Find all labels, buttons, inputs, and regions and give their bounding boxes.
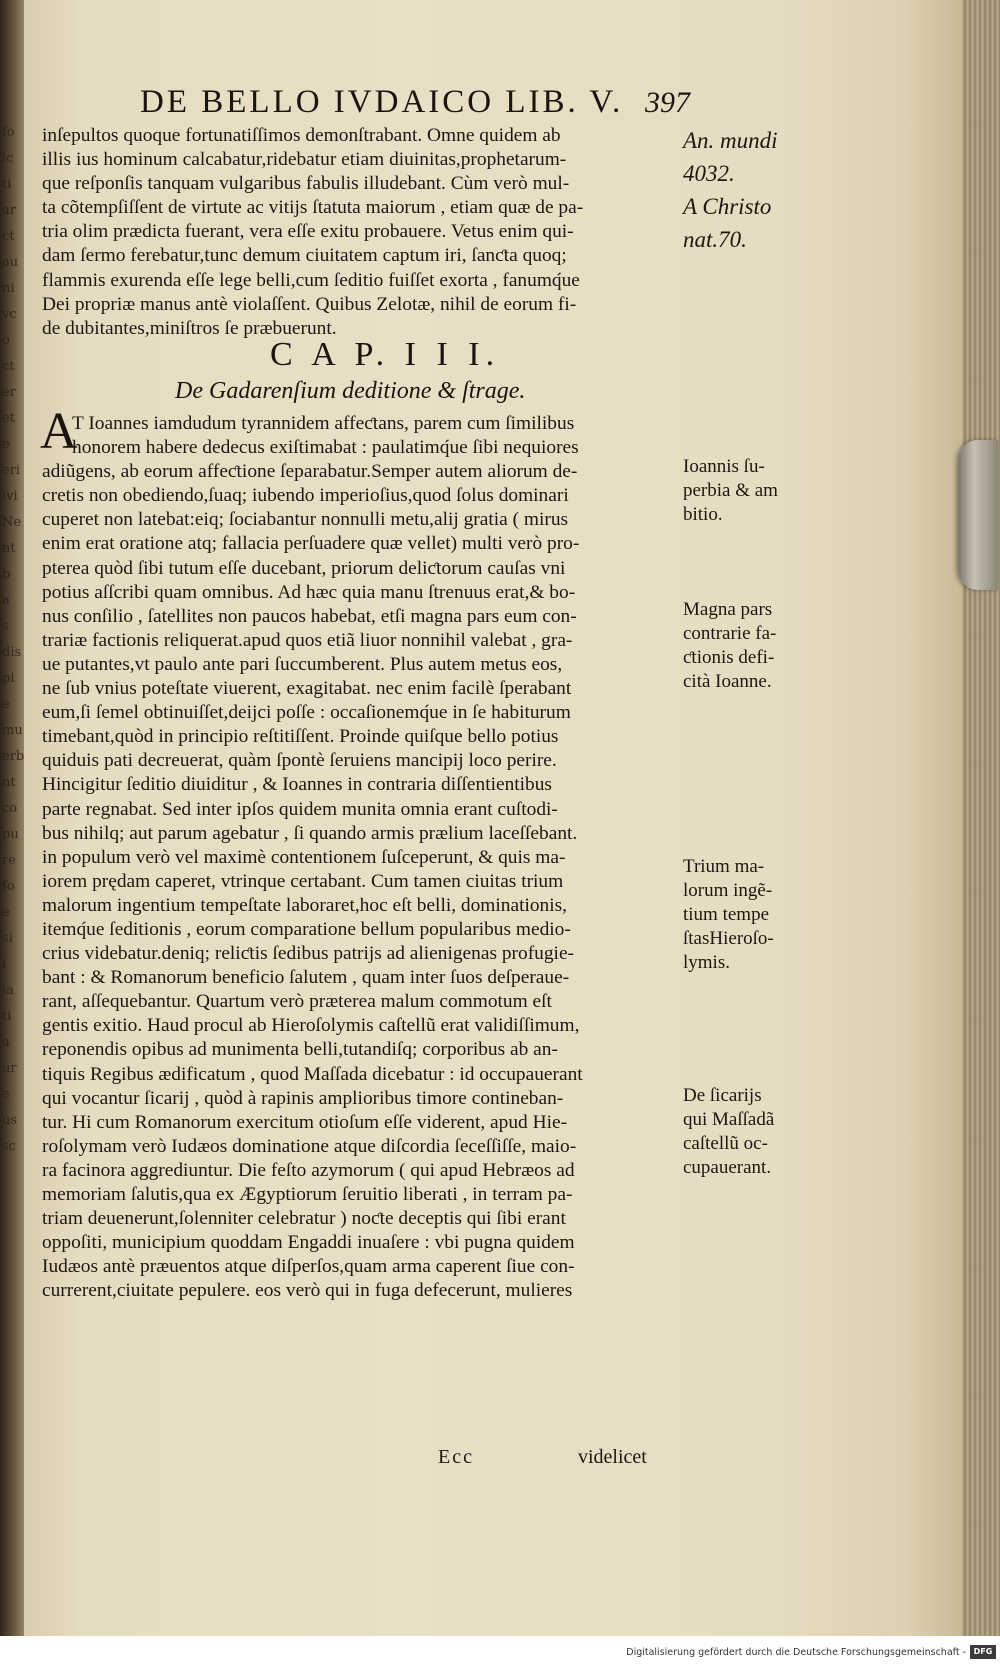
adjacent-page-fragment: e (2, 437, 10, 452)
margin-note-line: Magna pars (683, 599, 773, 620)
footer-bar (0, 1636, 1000, 1669)
catchline (40, 1446, 680, 1472)
adjacent-page-fragment: ti (2, 1009, 12, 1024)
margin-note-line: 4032. (683, 161, 735, 186)
text-line: bus nihilq; aut parum agebatur , ſi quando armis prælium laceſſebant. (42, 822, 578, 844)
text-line: quiduis pati decreuerat, quàm ſpontè ſeruiens mancipij loco perire. (42, 750, 557, 772)
adjacent-page-fragment: co (2, 801, 18, 816)
page-clamp (958, 440, 998, 590)
text-line: honorem habere dedecus exiſtimabat : paulatimq́ue ſibi nequiores (72, 437, 579, 459)
margin-note-sicarii (683, 1084, 793, 1180)
text-line: que reſponſis tanquam vulgaribus fabulis illudebant. Cùm verò mul- (42, 173, 570, 195)
text-line: timebant,quòd in principio reſtitiſſent. Proinde quiſque bello potius (42, 726, 559, 748)
adjacent-page-fragment: vc (2, 307, 17, 322)
text-line: cuperet non latebat:eiq; ſociabantur nonnulli metu,alij gratia ( mirus (42, 509, 569, 531)
adjacent-page-fragment: us (2, 1113, 18, 1128)
adjacent-page-fragment: Ne (2, 515, 22, 530)
text-line: dam ſermo ferebatur,tunc demum ciuitatem captum iri, ſanƈta quoq; (42, 245, 567, 267)
adjacent-page-fragment: eri (2, 463, 21, 478)
adjacent-page-fragment: re (2, 853, 16, 868)
adjacent-page-fragment: i (2, 957, 7, 972)
text-line: roſolymam verò Iudæos dominatione atque diſcordia ſeceſſiſſe, maio- (42, 1135, 577, 1157)
text-line: inſepultos quoque fortunatiſſimos demonſtrabant. Omne quidem ab (42, 125, 561, 146)
text-line: bant : & Romanorum beneficio ſalutem , quam inter ſuos deſperaue- (42, 967, 570, 989)
text-line: reponendis opibus ad munimenta belli,tutandiſq; corporibus ab an- (42, 1039, 558, 1061)
text-line: oppoſiti, municipium quoddam Engaddi inuaſere : vbi pugna quidem (42, 1232, 575, 1254)
margin-note-line: cità Ioanne. (683, 671, 772, 692)
text-line: potius aſſcribi quam omnibus. Ad hæc quia manu ſtrenuus erat,& bo- (42, 581, 576, 603)
adjacent-page-fragment: e (2, 905, 10, 920)
text-line: ra facinora aggrediuntur. Die feſto azymorum ( qui apud Hebræos ad (42, 1159, 575, 1181)
signature-mark: Ecc (438, 1446, 474, 1468)
margin-note-line: cupauerant. (683, 1157, 772, 1178)
text-line: currerent,ciuitate pepulere. eos verò qui in fuga defecerunt, mulieres (42, 1280, 573, 1302)
adjacent-page-fragment: dis (2, 645, 22, 660)
text-line: ue putantes,vt paulo ante pari ſuccumberent. Plus autem metus eos, (42, 653, 563, 675)
text-line: qui vocantur ſicarij , quòd à rapinis amplioribus timore contineban- (42, 1087, 564, 1109)
text-line: tur. Hi cum Romanorum exercitum otioſum eſſe viderent, apud Hie- (42, 1111, 568, 1133)
text-line: illis ius hominum calcabatur,ridebatur etiam diuinitas,prophetarum- (42, 149, 567, 171)
adjacent-page-fragment: fo (2, 125, 15, 140)
text-line: T Ioannes iamdudum tyrannidem affeƈtans, parem cum ſimilibus (72, 413, 575, 434)
page-stack-edge (962, 0, 1000, 1636)
text-line: enim erat oratione atq; fallacia perſuadere quæ vellet) multi verò pro- (42, 533, 580, 555)
adjacent-page-fragment: erb (2, 749, 25, 764)
adjacent-page-fragment: nt (2, 775, 16, 790)
adjacent-page-fragment: pi (2, 671, 15, 686)
text-line: cretis non obediendo,ſuaq; iubendo imperioſius,quod ſolus dominari (42, 485, 569, 507)
running-title: DE BELLO IVDAICO LIB. V. (140, 84, 624, 120)
adjacent-page-fragment: a (2, 1035, 10, 1050)
chapter-subtitle: De Gadarenſium deditione & ſtrage. (175, 378, 526, 404)
adjacent-page-fragment: a (2, 593, 10, 608)
adjacent-page-fragment: si (2, 931, 13, 946)
adjacent-page-fragment: nt (2, 541, 16, 556)
adjacent-page-fragment: sc (2, 1139, 16, 1154)
text-line: itemq́ue ſeditionis , eorum comparatione bellum popularibus medio- (42, 918, 571, 940)
adjacent-page-edge-text (2, 120, 25, 1154)
text-line: trariæ factionis reliquerat.apud quos etiã liuor nonnihil valebat , gra- (42, 629, 573, 651)
catchword: videlicet (578, 1446, 647, 1468)
margin-note-line: lymis. (683, 952, 730, 973)
text-line: ta cõtempſiſſent de virtute ac vitijs ſtatuta maiorum , etiam quæ de pa- (42, 197, 584, 219)
text-line: Dei propriæ manus antè violaſſent. Quibus Zelotæ, nihil de eorum fi- (42, 293, 577, 315)
margin-note-line: An. mundi (683, 128, 778, 153)
dfg-logo: DFG (970, 1645, 996, 1659)
margin-note-line: perbia & am (683, 480, 778, 501)
adjacent-page-fragment: ct (2, 359, 15, 374)
text-line: gentis exitio. Haud procul ab Hieroſolymis caſtellũ erat validiſſimum, (42, 1015, 580, 1037)
margin-note-date (683, 124, 793, 256)
adjacent-page-fragment: e (2, 697, 10, 712)
margin-note-ioannis (683, 455, 793, 527)
text-line: triam deuenerunt,ſolenniter celebratur ) noƈte deceptis qui ſibi erant (42, 1208, 566, 1230)
page-number: 397 (645, 86, 690, 119)
adjacent-page-fragment: s (2, 619, 9, 634)
funding-credit: Digitalisierung gefördert durch die Deutsche Forschungsgemeinschaft - (626, 1647, 966, 1658)
adjacent-page-fragment: mu (2, 723, 23, 738)
margin-note-line: ƈtionis defi- (683, 647, 775, 668)
text-line: malorum ingentium tempeſtate laboraret,hoc eſt belli, dominationis, (42, 894, 568, 916)
adjacent-page-fragment: b (2, 567, 11, 582)
adjacent-page-fragment: ur (2, 1061, 17, 1076)
adjacent-page-fragment: ti (2, 177, 12, 192)
text-line: pterea quòd ſibi tutum eſſe ducebant, priorum deliƈtorum cauſas vni (42, 557, 566, 579)
adjacent-page-fragment: fo (2, 879, 15, 894)
margin-note-line: Trium ma- (683, 856, 765, 877)
margin-note-line: nat.70. (683, 227, 747, 252)
adjacent-page-fragment: lc (2, 151, 14, 166)
adjacent-page-fragment: ni (2, 281, 15, 296)
margin-note-line: Ioannis ſu- (683, 456, 765, 477)
text-line: adiũgens, ab eorum affeƈtione ſeparabatur.Semper autem aliorum de- (42, 461, 578, 483)
text-line: eum,ſi ſemel obtinuiſſet,deijci poſſe : occaſionemq́ue in ſe habiturum (42, 702, 571, 724)
margin-note-line: lorum ingẽ- (683, 880, 773, 901)
paragraph-main (42, 412, 682, 1303)
adjacent-page-fragment: ia (2, 983, 14, 998)
adjacent-page-fragment: e (2, 1087, 10, 1102)
adjacent-page-fragment: ivi (2, 489, 18, 504)
adjacent-page-fragment: et (2, 411, 15, 426)
text-line: Iudæos antè præuentos atque diſperſos,quam arma caperent ſiue con- (42, 1256, 575, 1278)
margin-note-line: A Christo (683, 194, 772, 219)
chapter-heading: C A P. I I I. (270, 336, 501, 373)
margin-note-line: De ſicarijs (683, 1085, 762, 1106)
text-line: tiquis Regibus ædificatum , quod Maſſada dicebatur : id occupauerant (42, 1063, 583, 1085)
adjacent-page-fragment: au (2, 255, 19, 270)
text-line: nus conſilio , ſatellites non paucos habebat, etſi magna pars eum con- (42, 605, 577, 627)
drop-capital: A (40, 403, 78, 460)
text-line: rant, aſſequebantur. Quartum verò præterea malum commotum eſt (42, 991, 552, 1013)
paragraph-top (42, 124, 682, 341)
adjacent-page-fragment: ar (2, 203, 16, 218)
margin-note-line: qui Maſſadã (683, 1109, 775, 1130)
text-line: iorem prędam caperet, vtrinque certabant. Cum tamen ciuitas trium (42, 870, 564, 892)
adjacent-page-fragment: o (2, 333, 10, 348)
text-line: crius videbatur.deniq; reliƈtis ſedibus patrijs ad alienigenas profugie- (42, 943, 575, 965)
text-line: memoriam ſalutis,qua ex Ægyptiorum ſeruitio liberati , in terram pa- (42, 1184, 573, 1205)
text-line: flammis exurenda eſſe lege belli,cum ſeditio fuiſſet exorta , fanumq́ue (42, 269, 580, 291)
text-line: tria olim prædicta fuerant, vera eſſe exitu probauere. Vetus enim qui- (42, 221, 574, 243)
margin-note-line: contrarie fa- (683, 623, 777, 644)
margin-note-trium-malorum (683, 855, 793, 975)
text-line: parte regnabat. Sed inter ipſos quidem munita omnia erant cuſtodi- (42, 798, 558, 820)
text-line: de dubitantes,miniſtros ſe præbuerunt. (42, 317, 337, 339)
margin-note-magna-pars (683, 598, 793, 694)
text-line: ne ſub vnius poteſtate viuerent, exagitabat. nec enim facilè ſperabant (42, 678, 572, 700)
adjacent-page-fragment: pu (2, 827, 19, 842)
adjacent-page-fragment: er (2, 385, 16, 400)
text-line: in populum verò vel maximè contentionem ſuſceperunt, & quis ma- (42, 846, 566, 868)
margin-note-line: tium tempe (683, 904, 770, 925)
adjacent-page-fragment: ct (2, 229, 15, 244)
text-line: Hincigitur ſeditio diuiditur , & Ioannes in contraria diſſentientibus (42, 774, 552, 796)
margin-note-line: caſtellũ oc- (683, 1133, 768, 1154)
margin-note-line: ſtasHieroſo- (683, 928, 774, 949)
margin-note-line: bitio. (683, 504, 723, 525)
